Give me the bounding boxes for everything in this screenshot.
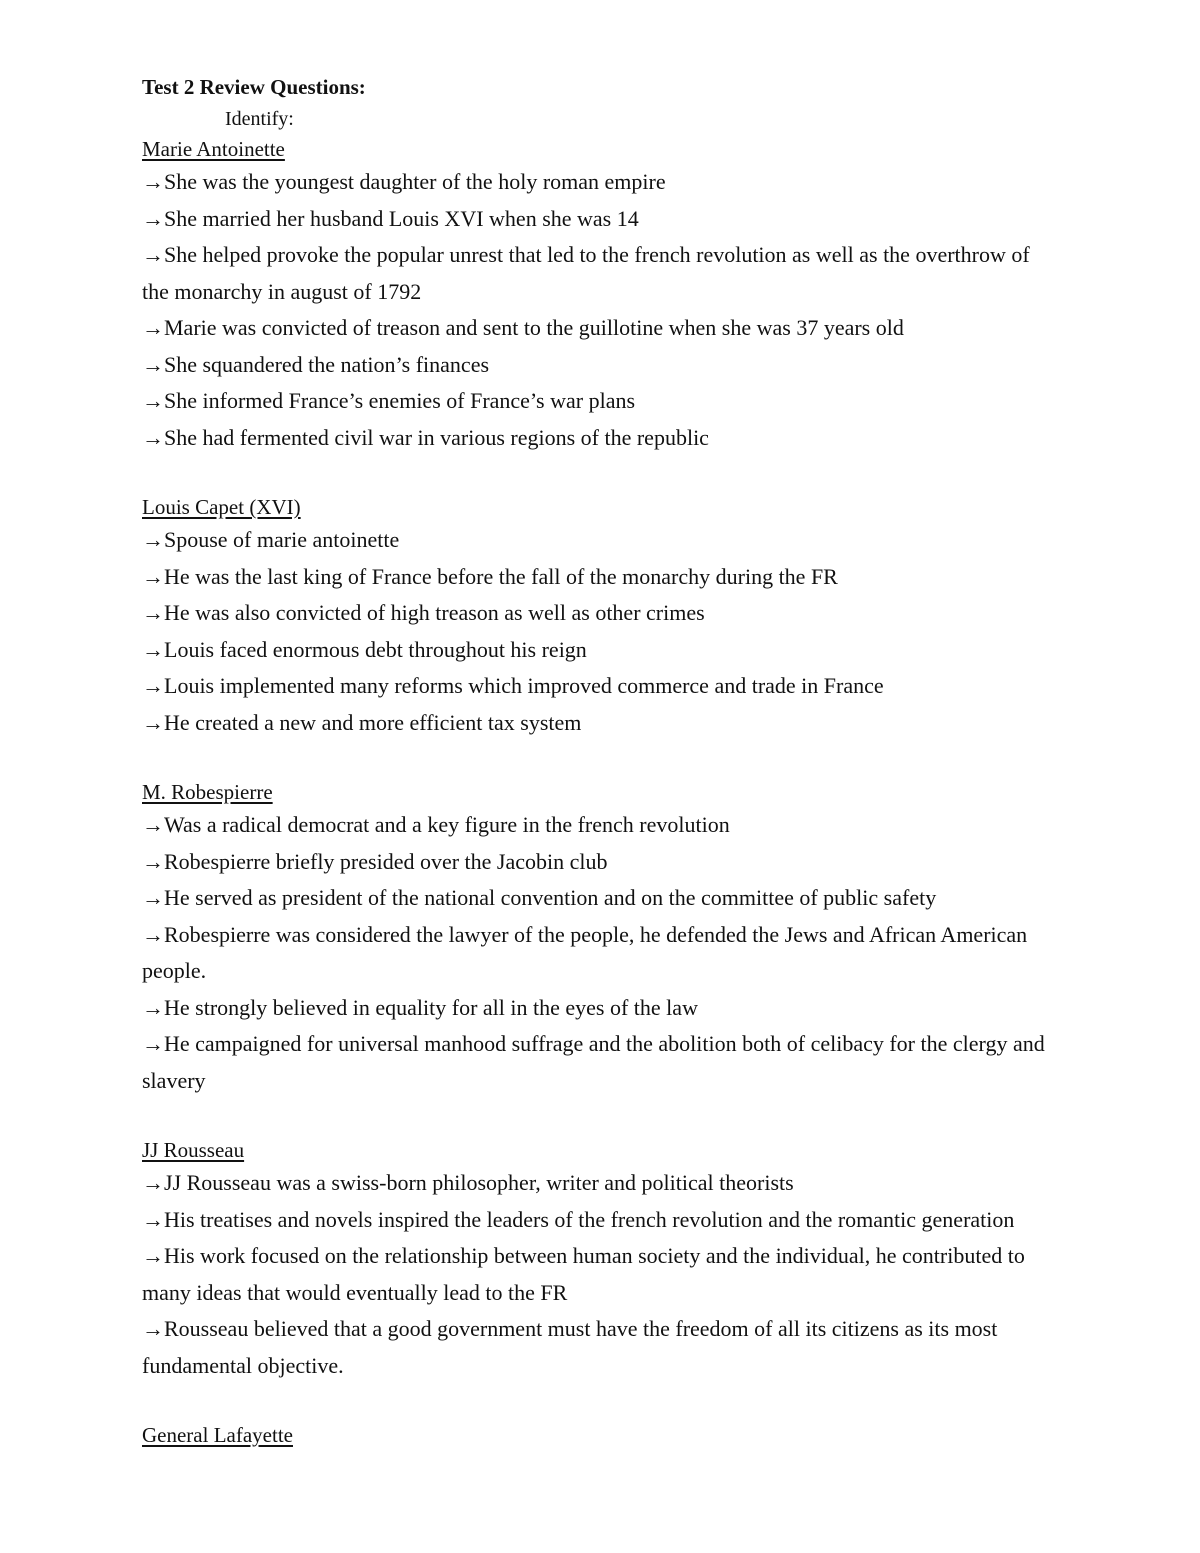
bullet-text: Was a radical democrat and a key figure in the french revolution <box>164 812 730 837</box>
bullet-item <box>142 1311 1062 1384</box>
bullet-text: Louis faced enormous debt throughout his reign <box>164 636 587 662</box>
bullet-text: He campaigned for universal manhood suffrage and the abolition both of celibacy for the clergy and slavery <box>142 1031 1045 1093</box>
arrow-icon: → <box>142 563 164 589</box>
bullet-text: Spouse of marie antoinette <box>164 527 400 552</box>
arrow-icon: → <box>142 388 164 413</box>
arrow-icon: → <box>142 1031 164 1056</box>
bullet-text: He created a new and more efficient tax system <box>164 709 582 735</box>
bullet-item <box>142 347 1062 384</box>
arrow-icon: → <box>142 242 164 267</box>
bullet-text: She squandered the nation’s finances <box>164 351 490 377</box>
section-marie-antoinette <box>142 134 1062 456</box>
arrow-icon: → <box>142 709 164 735</box>
arrow-icon: → <box>142 848 164 874</box>
arrow-icon: → <box>142 994 164 1020</box>
bullet-text: She was the youngest daughter of the holy roman empire <box>164 169 666 194</box>
identify-label: Identify: <box>225 108 294 130</box>
arrow-icon: → <box>142 673 164 698</box>
document-title: Test 2 Review Questions: <box>142 75 366 99</box>
section-heading: Louis Capet (XVI) <box>142 495 301 519</box>
bullet-item <box>142 595 1062 632</box>
bullet-item <box>142 1202 1062 1239</box>
bullet-item <box>142 237 1062 310</box>
bullet-text: Rousseau believed that a good government must have the freedom of all its citizens as its most fundamental objective. <box>142 1316 998 1378</box>
bullet-list <box>142 522 1062 741</box>
section-rousseau <box>142 1135 1062 1384</box>
sections-container <box>142 134 1062 1450</box>
bullet-text: JJ Rousseau was a swiss-born philosopher, writer and political theorists <box>164 1170 794 1195</box>
bullet-text: Robespierre briefly presided over the Jacobin club <box>164 848 608 874</box>
bullet-item <box>142 844 1062 881</box>
bullet-text: She had fermented civil war in various regions of the republic <box>164 424 709 450</box>
bullet-item <box>142 632 1062 669</box>
bullet-text: She informed France’s enemies of France’s war plans <box>164 388 636 413</box>
bullet-text: Robespierre was considered the lawyer of the people, he defended the Jews and African American people. <box>142 921 1028 983</box>
section-louis-capet <box>142 492 1062 741</box>
document-page <box>142 70 1062 1450</box>
arrow-icon: → <box>142 315 164 340</box>
bullet-item <box>142 668 1062 705</box>
bullet-list <box>142 1165 1062 1384</box>
bullet-item <box>142 1238 1062 1311</box>
bullet-item <box>142 990 1062 1027</box>
bullet-text: Louis implemented many reforms which improved commerce and trade in France <box>164 673 884 698</box>
section-heading: General Lafayette <box>142 1423 293 1447</box>
arrow-icon: → <box>142 1316 164 1341</box>
arrow-icon: → <box>142 1243 164 1268</box>
arrow-icon: → <box>142 885 164 910</box>
arrow-icon: → <box>142 424 164 450</box>
bullet-text: His treatises and novels inspired the leaders of the french revolution and the romantic generation <box>164 1206 1015 1232</box>
section-heading: Marie Antoinette <box>142 137 285 161</box>
bullet-item <box>142 522 1062 559</box>
arrow-icon: → <box>142 169 164 194</box>
arrow-icon: → <box>142 351 164 377</box>
bullet-text: His work focused on the relationship between human society and the individual, he contributed to many ideas that would eventually lead to the FR <box>142 1243 1025 1305</box>
bullet-item <box>142 164 1062 201</box>
bullet-list <box>142 164 1062 456</box>
arrow-icon: → <box>142 205 164 231</box>
arrow-icon: → <box>142 527 164 552</box>
bullet-text: He was the last king of France before the fall of the monarchy during the FR <box>164 563 838 589</box>
bullet-item <box>142 807 1062 844</box>
bullet-item <box>142 383 1062 420</box>
arrow-icon: → <box>142 812 164 837</box>
arrow-icon: → <box>142 636 164 662</box>
bullet-text: He strongly believed in equality for all in the eyes of the law <box>164 994 698 1020</box>
arrow-icon: → <box>142 921 164 947</box>
arrow-icon: → <box>142 600 164 625</box>
bullet-item <box>142 880 1062 917</box>
arrow-icon: → <box>142 1170 164 1195</box>
bullet-item <box>142 559 1062 596</box>
bullet-list <box>142 807 1062 1099</box>
section-heading: JJ Rousseau <box>142 1138 245 1162</box>
section-lafayette <box>142 1420 1062 1450</box>
bullet-text: He was also convicted of high treason as well as other crimes <box>164 600 705 625</box>
bullet-item <box>142 310 1062 347</box>
bullet-text: Marie was convicted of treason and sent to the guillotine when she was 37 years old <box>164 315 904 340</box>
bullet-text: She helped provoke the popular unrest that led to the french revolution as well as the overthrow of the monarchy in august of 1792 <box>142 242 1030 304</box>
bullet-item <box>142 917 1062 990</box>
bullet-item <box>142 705 1062 742</box>
arrow-icon: → <box>142 1206 164 1232</box>
section-heading: M. Robespierre <box>142 780 273 804</box>
bullet-text: She married her husband Louis XVI when she was 14 <box>164 205 639 231</box>
section-robespierre <box>142 777 1062 1099</box>
bullet-item <box>142 1026 1062 1099</box>
bullet-item <box>142 1165 1062 1202</box>
bullet-text: He served as president of the national convention and on the committee of public safety <box>164 885 937 910</box>
bullet-item <box>142 420 1062 457</box>
bullet-item <box>142 201 1062 238</box>
